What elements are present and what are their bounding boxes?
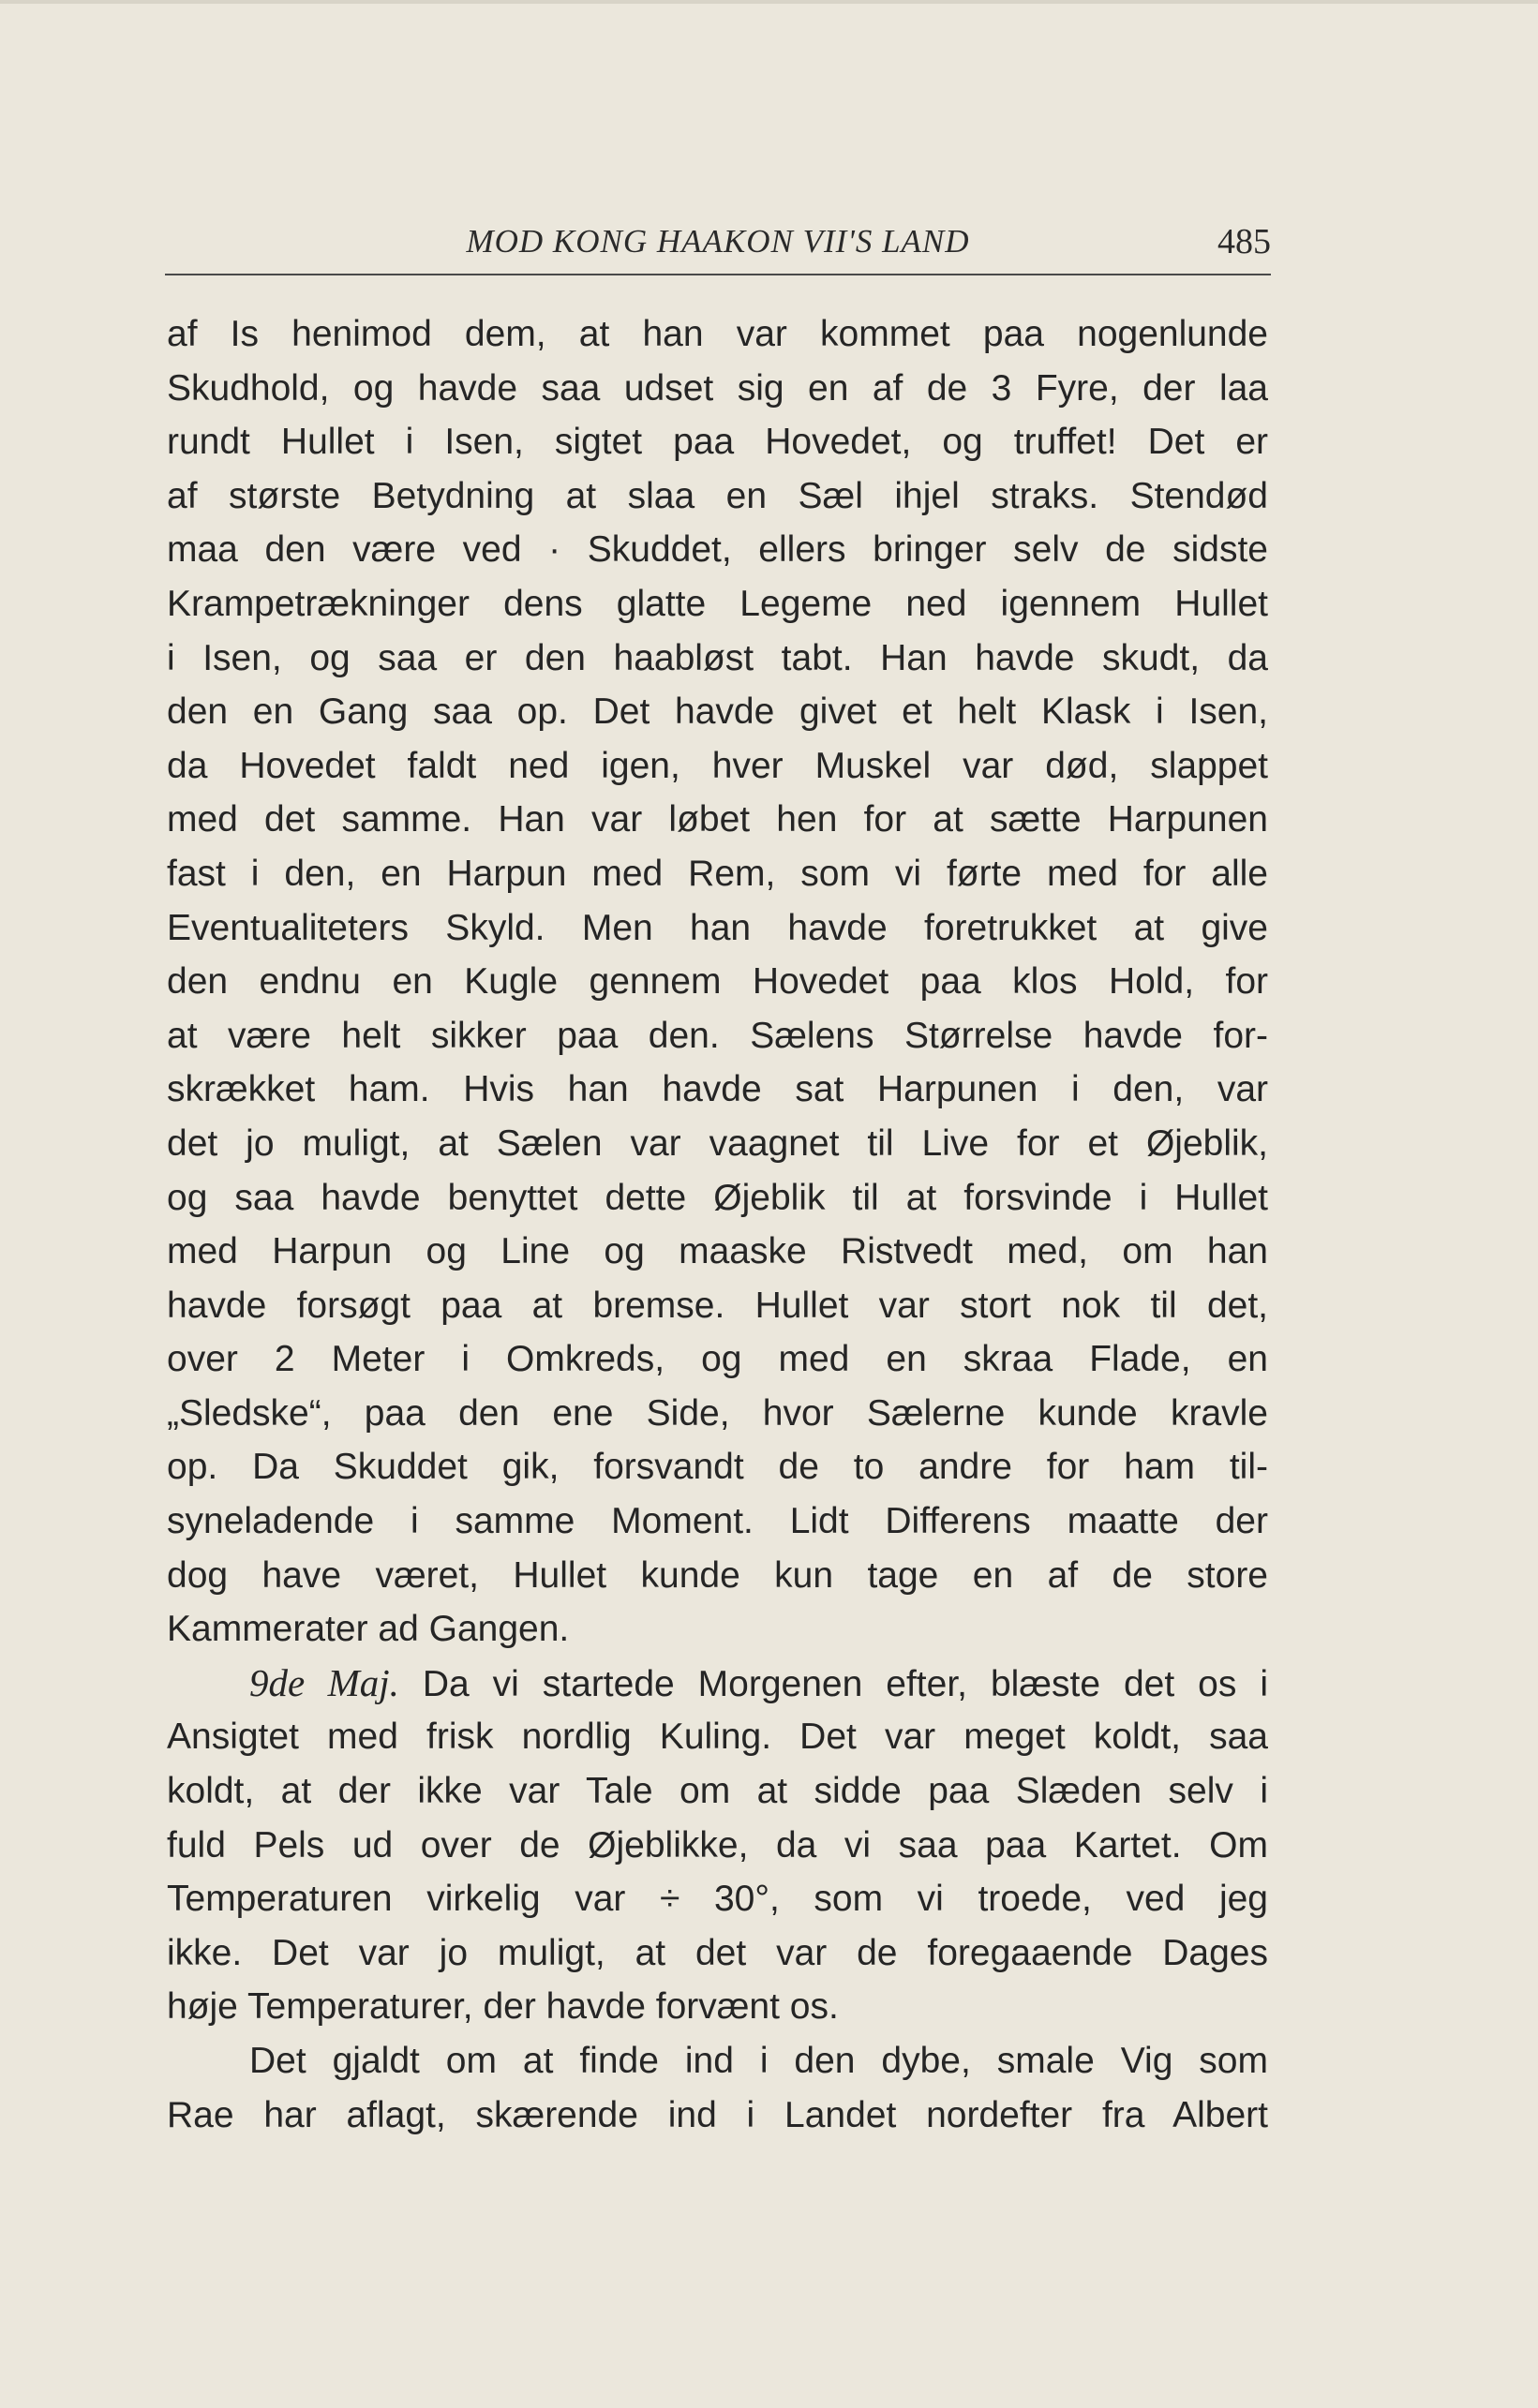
text-line: havde forsøgt paa at bremse. Hullet var stort nok til det,	[167, 1285, 1268, 1326]
text-line: Ansigtet med frisk nordlig Kuling. Det var meget koldt, saa	[167, 1717, 1268, 1758]
text-line: med det samme. Han var løbet hen for at sætte Harpunen	[167, 799, 1268, 840]
text-line: „Sledske“, paa den ene Side, hvor Sælerne kunde kravle	[167, 1392, 1268, 1434]
text-line: den en Gang saa op. Det havde givet et helt Klask i Isen,	[167, 691, 1268, 733]
text-line: op. Da Skuddet gik, forsvandt de to andre for ham til-	[167, 1447, 1268, 1488]
text-line: syneladende i samme Moment. Lidt Differens maatte der	[167, 1501, 1268, 1542]
text-line: ikke. Det var jo muligt, at det var de foregaaende Dages	[167, 1932, 1268, 1973]
text-line: fast i den, en Harpun med Rem, som vi førte med for alle	[167, 853, 1268, 894]
body-text	[167, 307, 1268, 2142]
text-line: det jo muligt, at Sælen var vaagnet til Live for et Øjeblik,	[167, 1122, 1268, 1164]
text-line: dog have været, Hullet kunde kun tage en af de store	[167, 1554, 1268, 1596]
text-line-dated	[167, 1657, 1268, 1711]
text-line: Temperaturen virkelig var ÷ 30°, som vi troede, ved jeg	[167, 1879, 1268, 1920]
text-line: Det gjaldt om at finde ind i den dybe, smale Vig som	[249, 2041, 1268, 2081]
text-line: maa den være ved · Skuddet, ellers bringer selv de sidste	[167, 529, 1268, 571]
text-line: fuld Pels ud over de Øjeblikke, da vi saa paa Kartet. Om	[167, 1824, 1268, 1865]
text-fragment: Da vi startede Morgenen efter, blæste det os i	[422, 1663, 1268, 1704]
text-line: høje Temperaturer, der havde forvænt os.	[167, 1986, 839, 2028]
text-line: og saa havde benyttet dette Øjeblik til at forsvinde i Hullet	[167, 1177, 1268, 1218]
page-number: 485	[1217, 222, 1271, 261]
page-top-edge	[0, 0, 1538, 4]
running-title: MOD KONG HAAKON VII'S LAND	[466, 223, 970, 260]
text-line: da Hovedet faldt ned igen, hver Muskel var død, slappet	[167, 745, 1268, 786]
text-line: den endnu en Kugle gennem Hovedet paa klos Hold, for	[167, 961, 1268, 1003]
header-rule	[165, 274, 1271, 275]
text-line: Eventualiteters Skyld. Men han havde foretrukket at give	[167, 907, 1268, 948]
entry-date: 9de Maj.	[249, 1660, 399, 1704]
text-line: rundt Hullet i Isen, sigtet paa Hovedet, og truffet! Det er	[167, 422, 1268, 463]
text-line: med Harpun og Line og maaske Ristvedt med, om han	[167, 1231, 1268, 1272]
text-line: af største Betydning at slaa en Sæl ihjel straks. Stendød	[167, 475, 1268, 516]
text-line: Rae har aflagt, skærende ind i Landet nordefter fra Albert	[167, 2094, 1268, 2135]
page-header	[165, 217, 1271, 274]
text-line: Skudhold, og havde saa udset sig en af de 3 Fyre, der laa	[167, 367, 1268, 409]
text-line: at være helt sikker paa den. Sælens Størrelse havde for-	[167, 1015, 1268, 1056]
text-line: koldt, at der ikke var Tale om at sidde paa Slæden selv i	[167, 1771, 1268, 1812]
text-line: Kammerater ad Gangen.	[167, 1609, 570, 1650]
text-line: skrækket ham. Hvis han havde sat Harpunen i den, var	[167, 1069, 1268, 1110]
text-line: over 2 Meter i Omkreds, og med en skraa Flade, en	[167, 1339, 1268, 1380]
text-line: Krampetrækninger dens glatte Legeme ned igennem Hullet	[167, 583, 1268, 624]
text-line: af Is henimod dem, at han var kommet paa nogenlunde	[167, 314, 1268, 354]
text-line: i Isen, og saa er den haabløst tabt. Han havde skudt, da	[167, 637, 1268, 678]
